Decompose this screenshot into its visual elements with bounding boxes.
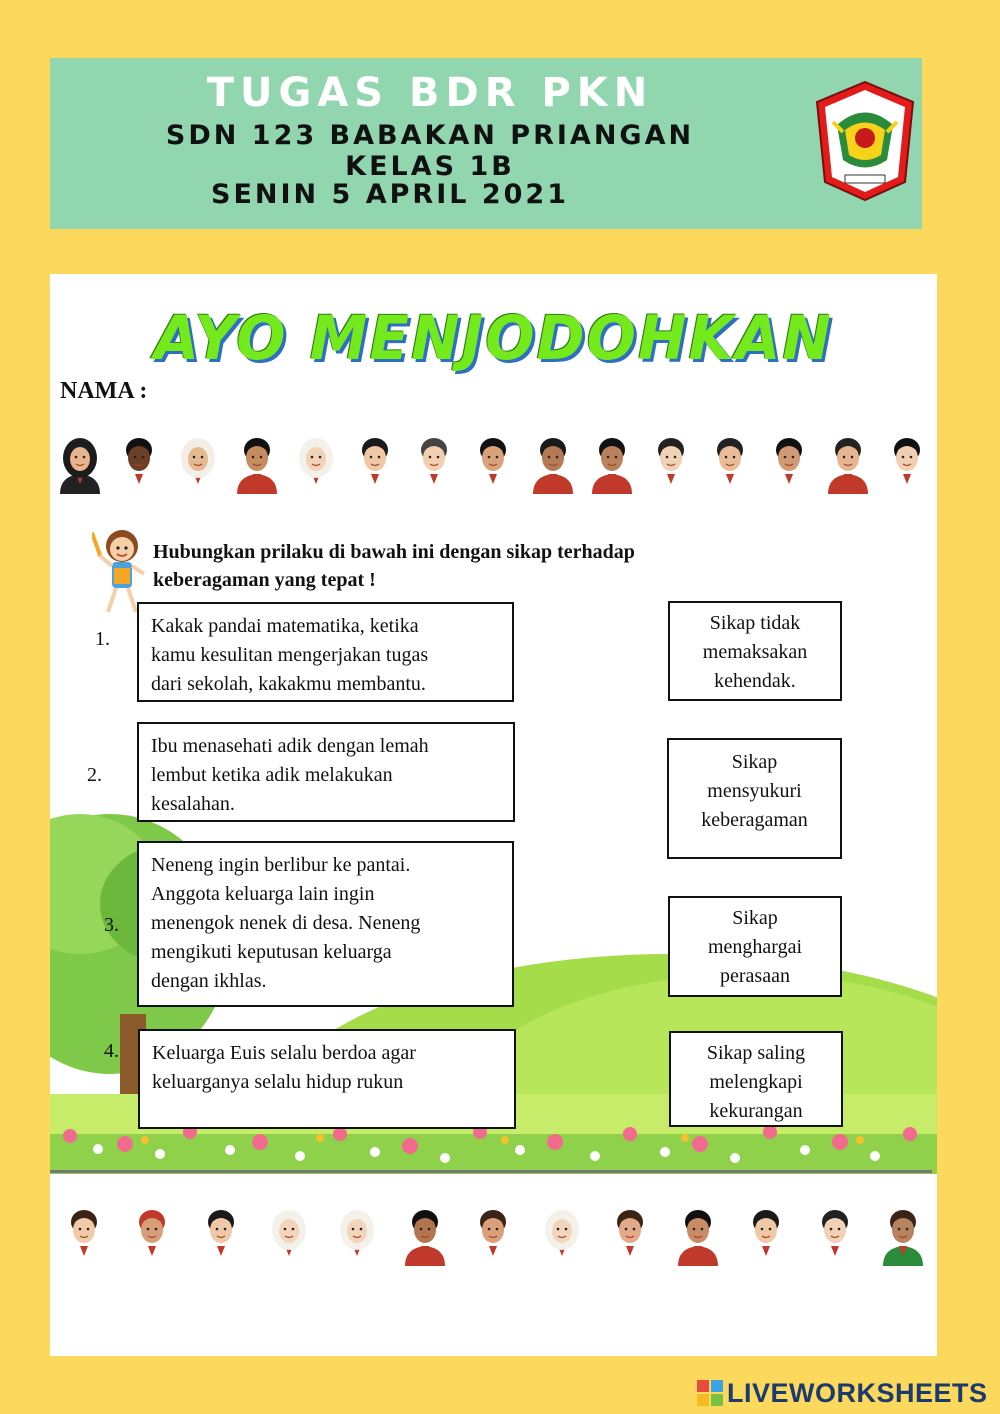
worksheet-sheet [50,274,937,1356]
answer-box-1[interactable] [668,601,842,701]
question-1-line-3: dari sekolah, kakakmu membantu. [151,673,426,695]
student-portrait-icon [350,432,400,494]
header-title: TUGAS BDR PKN [206,70,654,116]
question-box-2[interactable] [137,722,515,822]
answer-3-line-3: perasaan [720,965,790,987]
question-3-line-1: Neneng ingin berlibur ke pantai. [151,854,411,876]
students-row-bottom [50,1194,937,1266]
student-portrait-icon [114,432,164,494]
question-1-line-2: kamu kesulitan mengerjakan tugas [151,644,429,666]
student-portrait-icon [823,432,873,494]
answer-3-line-2: menghargai [707,936,803,958]
question-3-line-4: mengikuti keputusan keluarga [151,941,392,963]
answer-box-4[interactable] [669,1031,843,1127]
student-portrait-icon [705,432,755,494]
question-2-line-3: kesalahan. [151,793,235,815]
question-4-line-1: Keluarga Euis selalu berdoa agar [152,1042,416,1064]
question-3-line-3: menengok nenek di desa. Neneng [151,912,421,934]
answer-4-line-1: Sikap saling [706,1042,806,1064]
answer-2-line-3: keberagaman [701,809,808,831]
student-portrait-icon [528,432,578,494]
student-portrait-icon [400,1204,450,1266]
student-portrait-icon [741,1204,791,1266]
answer-4-line-2: melengkapi [709,1071,803,1093]
student-portrait-icon [810,1204,860,1266]
answer-2-line-1: Sikap [731,751,778,773]
answer-4-line-3: kekurangan [709,1100,803,1122]
student-portrait-icon [264,1204,314,1266]
answer-1-line-3: kehendak. [714,670,796,692]
student-portrait-icon [232,432,282,494]
school-name: SDN 123 BABAKAN PRIANGAN [165,120,695,151]
student-portrait-icon [878,1204,928,1266]
question-number-3: 3. [104,914,119,936]
student-portrait-icon [173,432,223,494]
class-name: KELAS 1B [345,151,515,182]
answer-1-line-2: memaksakan [702,641,808,663]
answer-box-2[interactable] [667,738,842,859]
student-portrait-icon [196,1204,246,1266]
question-3-line-2: Anggota keluarga lain ingin [151,883,375,905]
question-number-4: 4. [104,1040,119,1062]
instruction-line-1: Hubungkan prilaku di bawah ini dengan sikap terhadap [153,541,635,563]
student-portrait-icon [332,1204,382,1266]
school-logo-icon [815,80,915,202]
liveworksheets-brand[interactable] [697,1378,988,1408]
student-portrait-icon [764,432,814,494]
student-portrait-icon [468,432,518,494]
question-3-line-5: dengan ikhlas. [151,970,267,992]
answer-2-line-2: mensyukuri [707,780,802,802]
question-2-line-1: Ibu menasehati adik dengan lemah [151,735,429,757]
answer-box-3[interactable] [668,896,842,997]
student-portrait-icon [537,1204,587,1266]
instruction-text [153,538,773,594]
students-row-top [50,426,937,494]
student-portrait-icon [55,432,105,494]
question-box-1[interactable] [137,602,514,702]
student-portrait-icon [587,432,637,494]
answer-1-line-1: Sikap tidak [709,612,801,634]
student-portrait-icon [468,1204,518,1266]
question-4-line-2: keluarganya selalu hidup rukun [152,1071,404,1093]
brand-name: LIVEWORKSHEETS [727,1377,988,1408]
date-text: SENIN 5 APRIL 2021 [211,179,569,210]
answer-3-line-1: Sikap [732,907,778,929]
student-portrait-icon [673,1204,723,1266]
question-1-line-1: Kakak pandai matematika, ketika [151,615,419,637]
student-portrait-icon [409,432,459,494]
question-number-1: 1. [95,628,110,650]
header-banner [50,58,922,229]
question-box-3[interactable] [137,841,514,1007]
question-box-4[interactable] [138,1029,516,1129]
worksheet-heading: AYO MENJODOHKAN [154,302,833,374]
name-label: NAMA : [60,378,148,404]
student-portrait-icon [127,1204,177,1266]
instruction-line-2: keberagaman yang tepat ! [153,569,376,591]
student-portrait-icon [646,432,696,494]
ground-divider [50,1170,932,1173]
liveworksheets-logo-icon [697,1380,723,1406]
question-number-2: 2. [87,764,102,786]
student-portrait-icon [59,1204,109,1266]
student-portrait-icon [882,432,932,494]
question-2-line-2: lembut ketika adik melakukan [151,764,393,786]
student-portrait-icon [605,1204,655,1266]
student-portrait-icon [291,432,341,494]
